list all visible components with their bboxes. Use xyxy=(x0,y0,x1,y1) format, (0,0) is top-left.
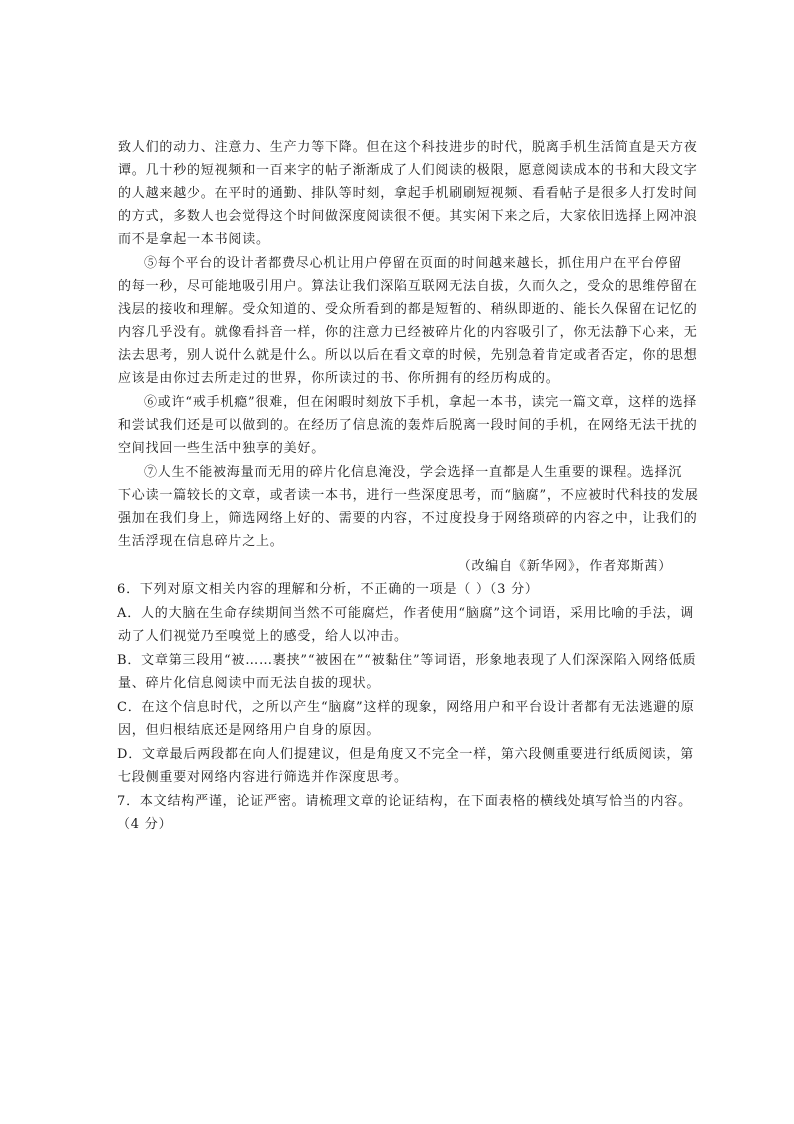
text-line: 的人越来越少。在平时的通勤、排队等时刻，拿起手机刷刷短视频、看看帖子是很多人打发时间 xyxy=(118,186,698,201)
question-7-stem: 7．本文结构严谨，论证严密。请梳理文章的论证结构，在下面表格的横线处填写恰当的内容。 xyxy=(117,794,692,809)
source-citation: （改编自《新华网》，作者郑斯茜） xyxy=(457,559,672,574)
paragraph-6-line: ⑥或许“戒手机瘾”很难，但在闲暇时刻放下手机，拿起一本书，读完一篇文章，这样的选择 xyxy=(144,395,698,410)
paragraph-6-line: 和尝试我们还是可以做到的。在经历了信息流的轰炸后脱离一段时间的手机，在网络无法干扰的 xyxy=(118,418,698,433)
paragraph-5-line: ⑤每个平台的设计者都费尽心机让用户停留在页面的时间越来越长，抓住用户在平台停留 xyxy=(144,256,683,271)
text-line: 谭。几十秒的短视频和一百来字的帖子渐渐成了人们阅读的极限，愿意阅读成本的书和大段文字 xyxy=(118,163,698,178)
paragraph-5-line: 应该是由你过去所走过的世界，你所读过的书、你所拥有的经历构成的。 xyxy=(118,371,560,386)
option-a-line: 动了人们视觉乃至嗅觉上的感受，给人以冲击。 xyxy=(118,629,408,644)
option-b-line: 量、碎片化信息阅读中而无法自拔的现状。 xyxy=(118,676,381,691)
paragraph-7-line: 下心读一篇较长的文章，或者读一本书，进行一些深度思考，而“脑腐”，不应被时代科技的发展 xyxy=(118,488,699,503)
option-a-line: A．人的大脑在生命存续期间当然不可能腐烂，作者使用“脑腐”这个词语，采用比喻的手法，调 xyxy=(117,606,695,621)
paragraph-5-line: 浅层的接收和理解。受众知道的、受众所看到的都是短暂的、稍纵即逝的、能长久保留在记忆的 xyxy=(118,302,698,317)
paragraph-5-line: 法去思考，别人说什么就是什么。所以以后在看文章的时候，先别急着肯定或者否定，你的思想 xyxy=(118,348,698,363)
text-line: 的方式，多数人也会觉得这个时间做深度阅读很不便。其实闲下来之后，大家依旧选择上网冲浪 xyxy=(118,209,698,224)
option-d-line: D．文章最后两段都在向人们提建议，但是角度又不完全一样，第六段侧重要进行纸质阅读，第 xyxy=(117,747,695,762)
paragraph-5-line: 的每一秒，尽可能地吸引用户。算法让我们深陷互联网无法自拔，久而久之，受众的思维停留在 xyxy=(118,279,698,294)
paragraph-7-line: ⑦人生不能被海量而无用的碎片化信息淹没，学会选择一直都是人生重要的课程。选择沉 xyxy=(144,465,683,480)
text-line: 而不是拿起一本书阅读。 xyxy=(118,232,270,247)
option-c-line: C．在这个信息时代，之所以产生“脑腐”这样的现象，网络用户和平台设计者都有无法逃避的原 xyxy=(117,700,695,715)
paragraph-6-line: 空间找回一些生活中独享的美好。 xyxy=(118,441,326,456)
question-6-stem: 6．下列对原文相关内容的理解和分析，不正确的一项是（ ）（3 分） xyxy=(117,582,539,597)
option-b-line: B．文章第三段用“被……裹挟”“被困在”“被黏住”等词语，形象地表现了人们深深陷入网络低质 xyxy=(117,653,697,668)
text-line: 致人们的动力、注意力、生产力等下降。但在这个科技进步的时代，脱离手机生活简直是天方夜 xyxy=(118,140,698,155)
paragraph-7-line: 生活浮现在信息碎片之上。 xyxy=(118,534,284,549)
option-d-line: 七段侧重要对网络内容进行筛选并作深度思考。 xyxy=(118,770,408,785)
question-7-score: （4 分） xyxy=(117,817,173,832)
paragraph-5-line: 内容几乎没有。就像看抖音一样，你的注意力已经被碎片化的内容吸引了，你无法静下心来，无 xyxy=(118,325,698,340)
option-c-line: 因，但归根结底还是网络用户自身的原因。 xyxy=(118,723,381,738)
paragraph-7-line: 强加在我们身上，筛选网络上好的、需要的内容，不过度投身于网络琐碎的内容之中，让我们的 xyxy=(118,511,698,526)
